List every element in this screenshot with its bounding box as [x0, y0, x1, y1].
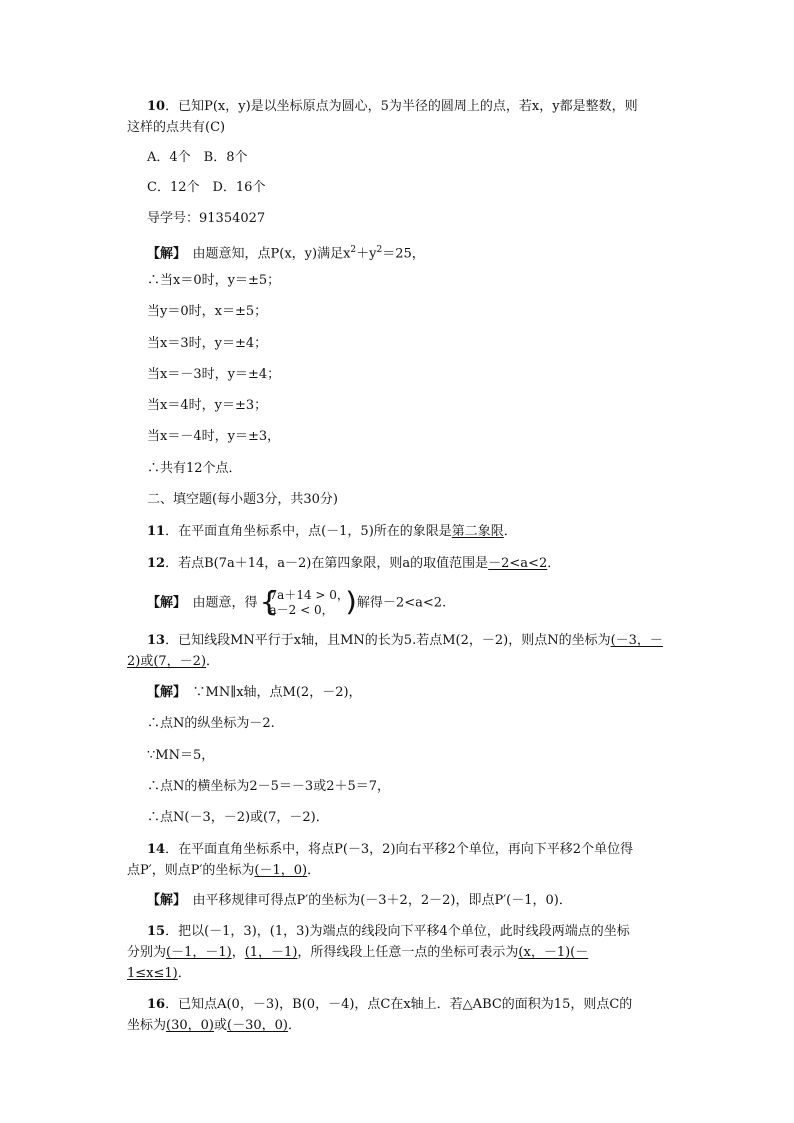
q10-guide-number: 导学号：91354027: [147, 211, 266, 226]
solution-label: 【解】: [147, 246, 180, 262]
answer: 第二象限: [451, 524, 504, 539]
q10-step: 当x＝－4时，y＝±3，: [147, 429, 281, 444]
q10-step: 当x＝3时，y＝±4；: [147, 336, 268, 351]
q13-line2: 2)或(7，－2)．: [127, 654, 220, 669]
q16-line1: 16．已知点A(0，－3)，B(0，－4)，点C在x轴上．若△ABC的面积为15，则点C的: [147, 997, 633, 1012]
answer: (－30，0): [227, 1018, 288, 1033]
q13-line1: 13．已知线段MN平行于x轴，且MN的长为5.若点M(2，－2)，则点N的坐标为(－3，－: [147, 633, 663, 648]
q16-line2: 坐标为(30，0)或(－30，0)．: [127, 1018, 301, 1033]
q12: 12．若点B(7a＋14，a－2)在第四象限，则a的取值范围是－2<a<2．: [147, 556, 561, 571]
solution-label: 【解】: [147, 893, 180, 908]
q10-solution: 【解】 由题意知，点P(x，y)满足$x^2+y^2=25$，: [147, 245, 425, 262]
q10-options-ab: A．4个 B．8个: [147, 150, 248, 165]
q10-line2: 这样的点共有(C): [127, 120, 226, 135]
q13-step: ∵MN＝5，: [147, 748, 215, 763]
q14-line1: 14．在平面直角坐标系中，将点P(－3，2)向右平移2个单位，再向下平移2个单位得: [147, 842, 634, 857]
answer: (－1，－1): [166, 945, 232, 960]
answer: (1，－1): [244, 945, 298, 960]
q10-number: 10: [147, 99, 166, 114]
q12-solution: 【解】 由题意，得 { 7a＋14 > 0， a－2 < 0， ) 解得－2<a<2.: [147, 586, 447, 619]
q11: 11．在平面直角坐标系中，点(－1，5)所在的象限是第二象限．: [147, 524, 517, 539]
q10-step: 当y＝0时，x＝±5；: [147, 304, 268, 319]
q13-step: ∴点N(－3，－2)或(7，－2)．: [147, 810, 329, 825]
q13-step: ∴点N的横坐标为2－5＝－3或2＋5＝7，: [147, 779, 391, 794]
answer: (30，0): [166, 1018, 214, 1033]
q10-step: 当x＝－3时，y＝±4；: [147, 367, 281, 382]
answer: (－1，0): [254, 863, 308, 878]
q15-line2: 分别为(－1，－1)，(1，－1)，所得线段上任意一点的坐标可表示为(x，－1)(－: [127, 945, 589, 960]
answer: (x，－1)(－: [518, 945, 589, 960]
q14-line2: 点P′，则点P′的坐标为(－1，0)．: [127, 863, 321, 878]
q10-step: ∴共有12个点．: [147, 461, 242, 476]
q13-step: ∴点N的纵坐标为－2.: [147, 716, 275, 731]
q10-options-cd: C．12个 D．16个: [147, 180, 266, 195]
answer: 1≤x≤1): [127, 966, 178, 981]
q15-line3: 1≤x≤1)．: [127, 966, 191, 981]
q13-solution: 【解】 ∵MN∥x轴，点M(2，－2)，: [147, 685, 362, 700]
q15-line1: 15．把以(－1，3)，(1，3)为端点的线段向下平移4个单位，此时线段两端点的坐标: [147, 924, 630, 939]
q14-solution: 【解】 由平移规律可得点P′的坐标为(－3＋2，2－2)，即点P′(－1，0)．: [147, 893, 572, 908]
section-heading: 二、填空题(每小题3分，共30分): [147, 492, 338, 507]
q10-step: 当x＝4时，y＝±3；: [147, 398, 268, 413]
answer: －2<a<2: [488, 556, 548, 571]
solution-label: 【解】: [147, 685, 180, 700]
q10-line1: 10．已知P(x，y)是以坐标原点为圆心，5为半径的圆周上的点，若x，y都是整数，则: [147, 99, 638, 114]
inequality-system: { 7a＋14 > 0， a－2 < 0， ): [259, 586, 357, 619]
q10-step: ∴当x＝0时，y＝±5；: [147, 273, 281, 288]
answer: (－3，－: [610, 633, 663, 648]
solution-label: 【解】: [147, 595, 180, 611]
answer: 2)或(7，－2): [127, 654, 207, 669]
